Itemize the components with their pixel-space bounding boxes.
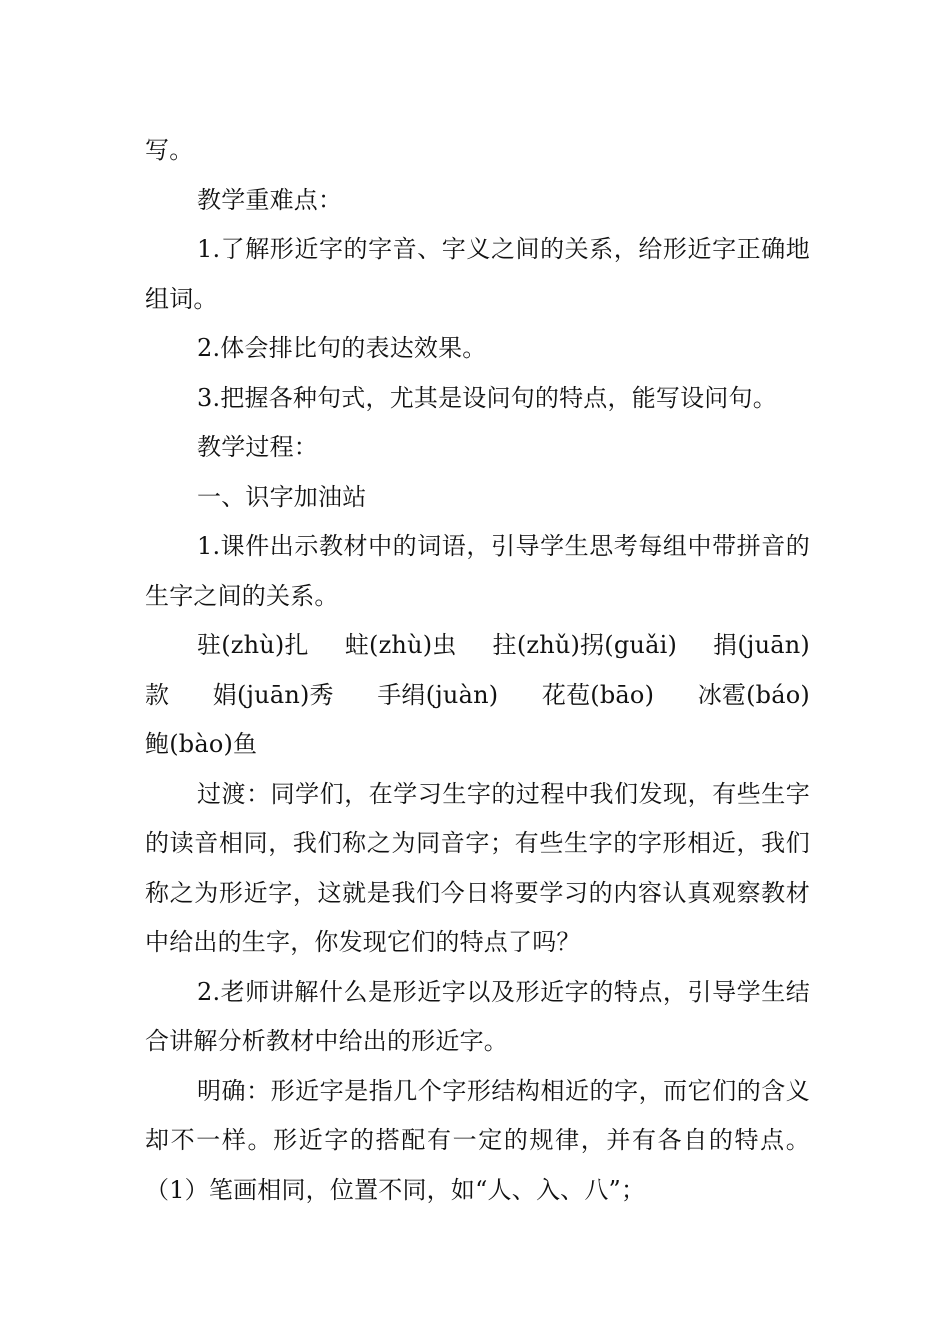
key-point-1: 1.了解形近字的字音、字义之间的关系，给形近字正确地组词。 xyxy=(145,235,810,313)
pinyin-line-2 xyxy=(145,671,810,721)
step-1: 1.课件出示教材中的词语，引导学生思考每组中带拼音的生字之间的关系。 xyxy=(145,532,810,610)
section-heading-literacy: 一、识字加油站 xyxy=(197,482,367,511)
pinyin-line-1 xyxy=(145,621,810,671)
word-item: 花苞(bāo) xyxy=(541,680,655,709)
word-item: 蛀(zhù)虫 xyxy=(344,631,457,659)
key-point-2: 2.体会排比句的表达效果。 xyxy=(197,334,487,362)
clarification-paragraph: 明确：形近字是指几个字形结构相近的字，而它们的含义却不一样。形近字的搭配有一定的规律，并有各自的特点。（1）笔画相同，位置不同，如“人、入、八”； xyxy=(145,1076,810,1204)
word-item: 冰雹(báo) xyxy=(697,680,810,709)
document-body xyxy=(145,126,810,1215)
step-2: 2.老师讲解什么是形近字以及形近字的特点，引导学生结合讲解分析教材中给出的形近字。 xyxy=(145,977,810,1055)
pinyin-line-3 xyxy=(145,720,810,770)
key-point-3: 3.把握各种句式，尤其是设问句的特点，能写设问句。 xyxy=(197,383,777,412)
word-item: 鲍(bào)鱼 xyxy=(145,730,258,758)
word-item: 捐(juān) xyxy=(713,631,810,659)
paragraph-continuation: 写。 xyxy=(145,136,194,164)
word-item: 款 xyxy=(145,680,170,709)
word-item: 手绢(juàn) xyxy=(377,680,499,709)
word-item: 拄(zhǔ)拐(guǎi) xyxy=(492,631,678,659)
heading-process: 教学过程： xyxy=(197,433,318,461)
heading-key-points: 教学重难点： xyxy=(197,185,343,214)
word-item: 娟(juān)秀 xyxy=(212,680,334,709)
word-item: 驻(zhù)扎 xyxy=(197,631,309,659)
transition-paragraph: 过渡：同学们，在学习生字的过程中我们发现，有些生字的读音相同，我们称之为同音字；有些生字的字形相近，我们称之为形近字，这就是我们今日将要学习的内容认真观察教材中给出的生字，你发现它们的特点了吗？ xyxy=(145,779,810,956)
